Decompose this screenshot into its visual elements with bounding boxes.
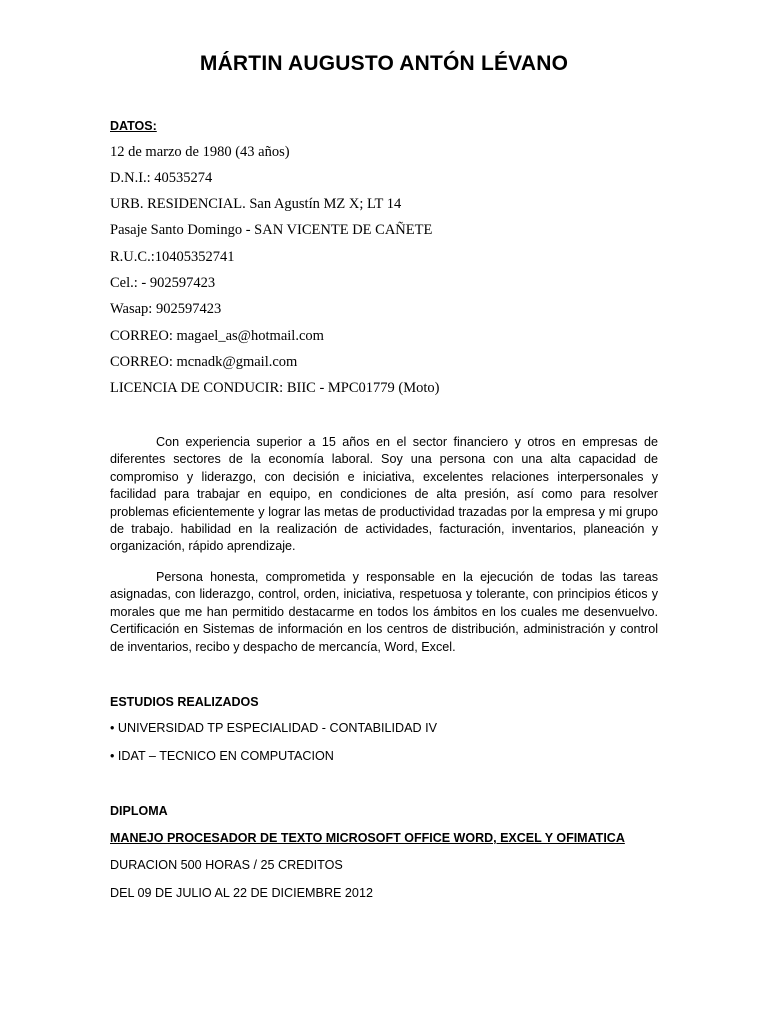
estudio-item-1: • UNIVERSIDAD TP ESPECIALIDAD - CONTABILIDAD IV	[110, 721, 438, 735]
diploma-dates: DEL 09 DE JULIO AL 22 DE DICIEMBRE 2012	[110, 886, 373, 900]
estudios-heading: ESTUDIOS REALIZADOS	[110, 695, 259, 709]
dni: D.N.I.: 40535274	[110, 170, 213, 186]
whatsapp: Wasap: 902597423	[110, 301, 222, 317]
address-line-1: URB. RESIDENCIAL. San Agustín MZ X; LT 14	[110, 196, 402, 212]
email-2: CORREO: mcnadk@gmail.com	[110, 354, 298, 370]
diploma-heading: DIPLOMA	[110, 804, 168, 818]
datos-heading: DATOS:	[110, 119, 157, 133]
email-1: CORREO: magael_as@hotmail.com	[110, 328, 324, 344]
profile-paragraph-2: Persona honesta, comprometida y responsable en la ejecución de todas las tareas asignadas, con liderazgo, control, orden, iniciativa, respetuosa y tolerante, con principios éticos y morales que me han permitido destacarme en todos los ámbitos en los cuales me desenvuelvo. Certificación en Sistemas de información en los centros de distribución, administración y control de inventarios, recibo y despacho de mercancía, Word, Excel.	[110, 570, 658, 654]
birth-date: 12 de marzo de 1980 (43 años)	[110, 144, 290, 160]
page-title: MÁRTIN AUGUSTO ANTÓN LÉVANO	[199, 52, 569, 75]
diploma-duration: DURACION 500 HORAS / 25 CREDITOS	[110, 858, 343, 872]
diploma-course: MANEJO PROCESADOR DE TEXTO MICROSOFT OFFICE WORD, EXCEL Y OFIMATICA	[110, 831, 625, 845]
address-line-2: Pasaje Santo Domingo - SAN VICENTE DE CAÑETE	[110, 222, 433, 238]
driver-license: LICENCIA DE CONDUCIR: BIIC - MPC01779 (Moto)	[110, 380, 440, 396]
estudio-item-2: • IDAT – TECNICO EN COMPUTACION	[110, 749, 334, 763]
cellphone: Cel.: - 902597423	[110, 275, 216, 291]
profile-paragraph-1: Con experiencia superior a 15 años en el sector financiero y otros en empresas de diferentes sectores de la economía laboral. Soy una persona con una alta capacidad de compromiso y liderazgo, con decisión e iniciativa, excelentes relaciones interpersonales y facilidad para trabajar en equipo, en condiciones de alta presión, así como para resolver problemas eficientemente y lograr las metas de productividad trazadas por la empresa y mi grupo de trabajo. habilidad en la realización de actividades, facturación, inventarios, planeación y organización, rápido aprendizaje.	[110, 435, 658, 554]
ruc: R.U.C.:10405352741	[110, 249, 235, 265]
